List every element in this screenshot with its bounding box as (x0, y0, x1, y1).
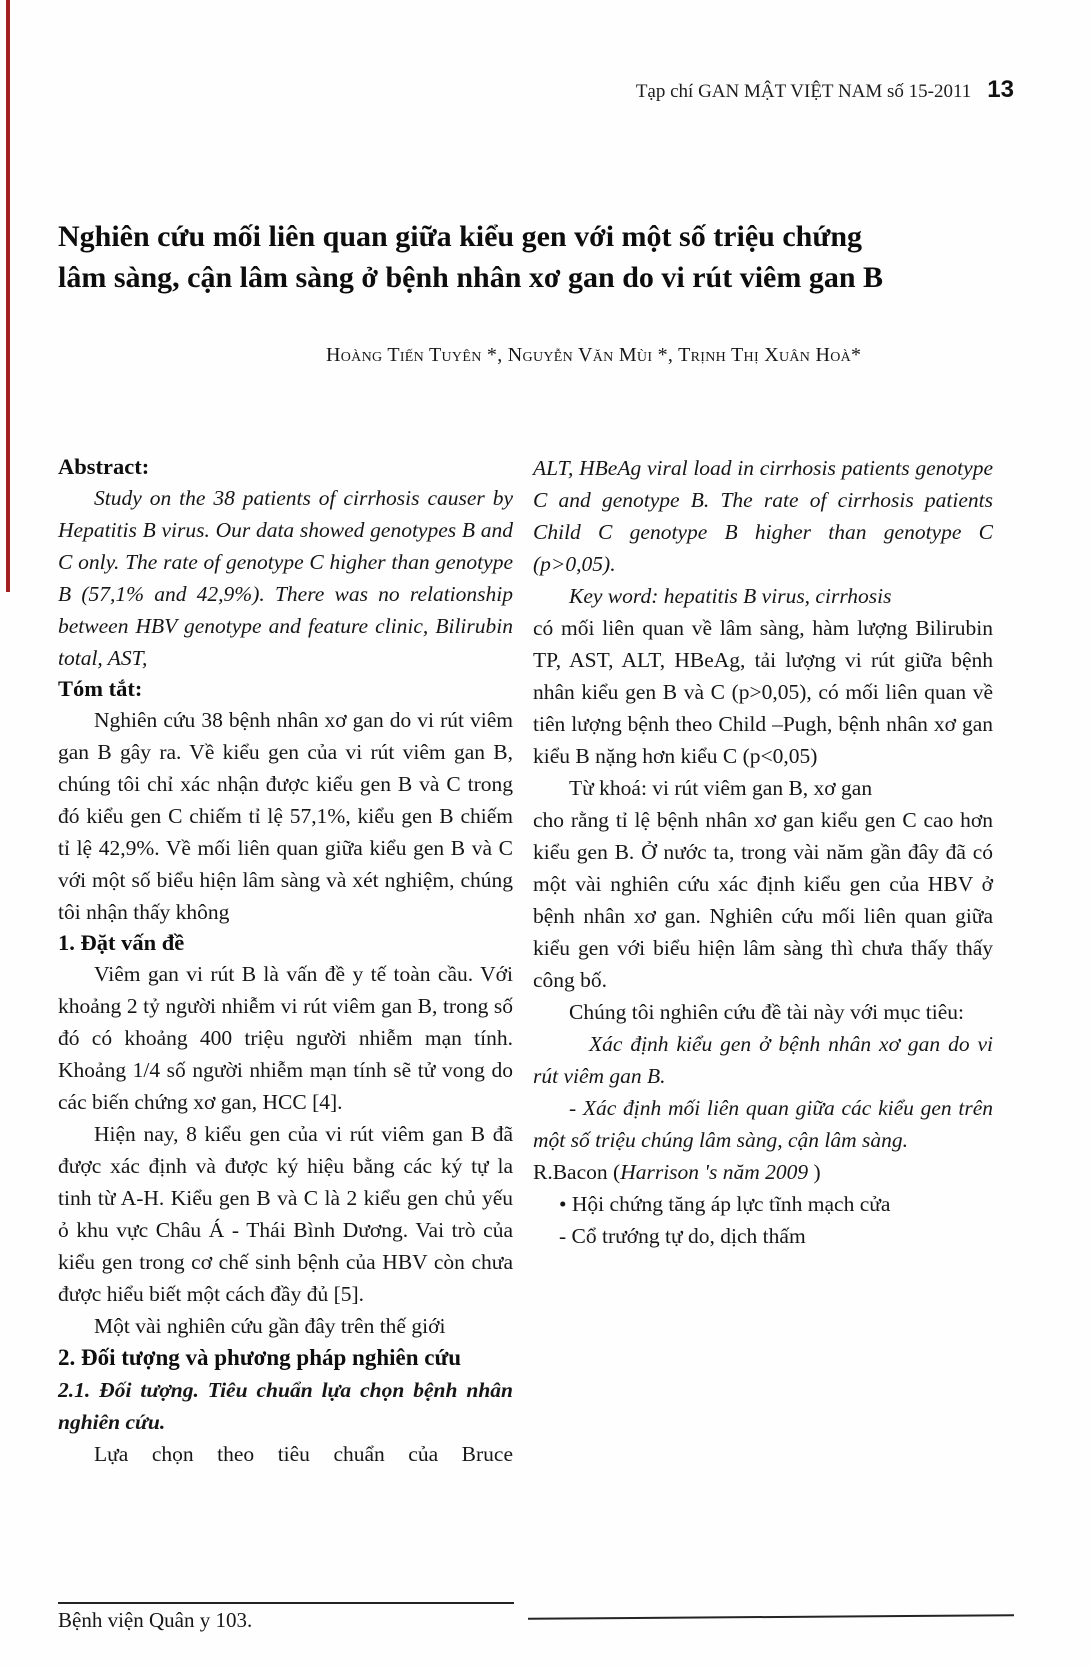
tomtat-keyword: Từ khoá: vi rút viêm gan B, xơ gan (569, 776, 873, 800)
abstract-heading: Abstract: (58, 454, 150, 479)
bacon-reference-line (533, 1156, 993, 1188)
section1-objective2: - Xác định mối liên quan giữa các kiểu gen trên một số triệu chúng lâm sàng, cận lâm sàng. (533, 1096, 993, 1152)
article-title-line2: lâm sàng, cận lâm sàng ở bệnh nhân xơ gan do vi rút viêm gan B (58, 261, 884, 294)
left-column (58, 452, 513, 1470)
section1-paragraph2: Hiện nay, 8 kiểu gen của vi rút viêm gan B đã được xác định và được ký hiệu bằng các ký tự la tinh từ A-H. Kiểu gen B và C là 2 kiểu gen chủ yếu ỏ khu vực Châu Á - Thái Bình Dương. Vai trò của kiểu gen trong cơ chế sinh bệnh của HBV còn chưa được hiểu biết một cách đầy đủ [5]. (58, 1122, 513, 1306)
section2-paragraph: Lựa chọn theo tiêu chuẩn của Bruce (94, 1442, 513, 1466)
journal-name: Tạp chí GAN MẬT VIỆT NAM số 15-2011 (635, 81, 972, 102)
footnote-divider (58, 1602, 514, 1604)
authors-line: Hoàng Tiến Tuyên *, Nguyễn Văn Mùi *, Trịnh Thị Xuân Hoà* (326, 344, 862, 366)
tomtat-left-paragraph: Nghiên cứu 38 bệnh nhân xơ gan do vi rút viêm gan B gây ra. Về kiểu gen của vi rút viêm gan B, chúng tôi chỉ xác nhận được kiểu gen B và C trong đó kiểu gen C chiếm tỉ lệ 57,1%, kiểu gen B chiếm tỉ lệ 42,9%. Về mối liên quan giữa kiểu gen B và C với một số biểu hiện lâm sàng và xét nghiệm, chúng tôi nhận thấy không (58, 708, 513, 924)
section2-subheading: 2.1. Đối tượng. Tiêu chuẩn lựa chọn bệnh nhân nghiên cứu. (58, 1378, 513, 1434)
footnote-affiliation: Bệnh viện Quân y 103. (58, 1608, 253, 1632)
criteria-dash-line: - Cổ trướng tự do, dịch thấm (559, 1224, 806, 1248)
tomtat-heading: Tóm tắt: (58, 676, 143, 701)
scan-artifact-red-line (6, 0, 10, 592)
section1-paragraph1: Viêm gan vi rút B là vấn đề y tế toàn cầu. Với khoảng 2 tỷ người nhiễm vi rút viêm gan B, trong số đó có khoảng 400 triệu người nhiễm mạn tính. Khoảng 1/4 số người nhiễm mạn tính sẽ tử vong do các biến chứng xơ gan, HCC [4]. (58, 962, 513, 1114)
bottom-right-divider (528, 1614, 1014, 1619)
criteria-bullet-line: • Hội chứng tăng áp lực tĩnh mạch cửa (559, 1192, 891, 1216)
page-number: 13 (987, 76, 1014, 103)
section1-right-paragraph2: Chúng tôi nghiên cứu đề tài này với mục tiêu: (569, 1000, 965, 1024)
article-title (58, 216, 988, 298)
abstract-keyword: Key word: hepatitis B virus, cirrhosis (569, 584, 892, 608)
article-title-line1: Nghiên cứu mối liên quan giữa kiểu gen với một số triệu chứng (58, 220, 863, 253)
abstract-left-paragraph: Study on the 38 patients of cirrhosis causer by Hepatitis B virus. Our data showed genotypes B and C only. The rate of genotype C higher than genotype B (57,1% and 42,9%). There was no relationship between HBV genotype and feature clinic, Bilirubin total, AST, (58, 486, 513, 670)
section1-heading: 1. Đặt vấn đề (58, 930, 185, 955)
section1-right-paragraph1: cho rằng tỉ lệ bệnh nhân xơ gan kiểu gen C cao hơn kiểu gen B. Ở nước ta, trong vài năm gần đây đã có một vài nghiên cứu xác định kiểu gen của HBV ở bệnh nhân xơ gan. Nghiên cứu mối liên quan giữa kiểu gen với biểu hiện lâm sàng thì chưa thấy thấy công bố. (533, 808, 993, 992)
section1-paragraph3: Một vài nghiên cứu gần đây trên thế giới (94, 1314, 446, 1338)
journal-header (636, 76, 1014, 104)
right-column (533, 452, 993, 1252)
bacon-italic: Harrison 's năm 2009 (620, 1160, 809, 1184)
bacon-suffix: ) (808, 1160, 821, 1184)
section1-objective1: Xác định kiểu gen ở bệnh nhân xơ gan do vi rút viêm gan B. (533, 1032, 993, 1088)
bacon-prefix: R.Bacon ( (533, 1160, 621, 1184)
abstract-right-paragraph: ALT, HBeAg viral load in cirrhosis patients genotype C and genotype B. The rate of cirrhosis patients Child C genotype B higher than genotype C (p>0,05). (533, 456, 993, 576)
section2-heading: 2. Đối tượng và phương pháp nghiên cứu (58, 1345, 462, 1370)
tomtat-right-paragraph: có mối liên quan về lâm sàng, hàm lượng Bilirubin TP, AST, ALT, HBeAg, tải lượng vi rút giữa bệnh nhân kiểu gen B và C (p>0,05), có mối liên quan về tiên lượng bệnh theo Child –Pugh, bệnh nhân xơ gan kiểu B nặng hơn kiểu C (p<0,05) (533, 616, 993, 768)
